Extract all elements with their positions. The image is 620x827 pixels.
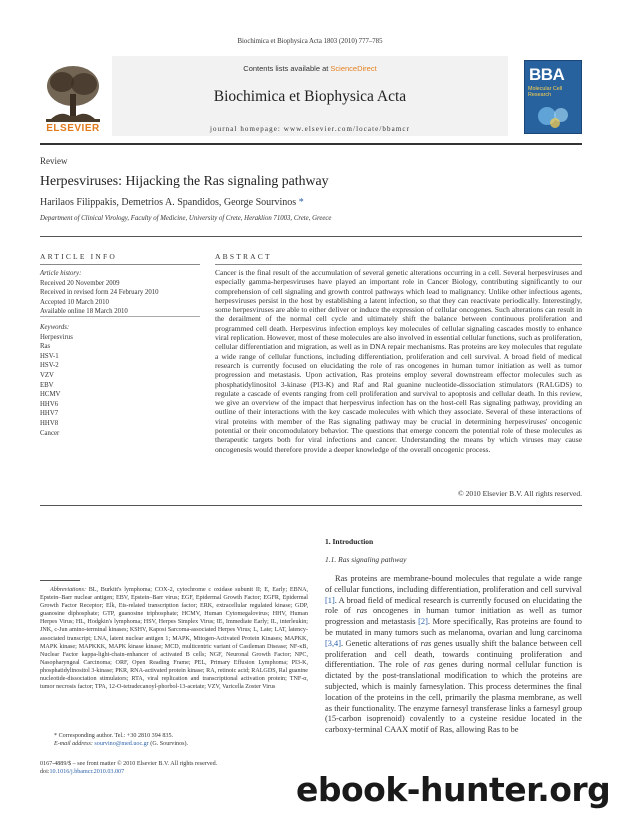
keyword: HHV8 — [40, 419, 59, 427]
email-suffix: (G. Sourvinos). — [148, 741, 189, 748]
watermark-text: ebook-hunter.org — [296, 770, 611, 809]
keyword: HHV6 — [40, 400, 59, 408]
corresponding-author-mark[interactable]: * — [298, 197, 304, 208]
article-history — [40, 269, 200, 317]
history-item: Received 20 November 2009 — [40, 279, 120, 287]
keyword: VZV — [40, 371, 54, 379]
citation-link[interactable]: [3,4] — [325, 638, 341, 648]
author-names: Harilaos Filippakis, Demetrios A. Spandidos, George Sourvinos — [40, 197, 297, 208]
keyword: HSV-1 — [40, 352, 59, 360]
footnote-rule — [40, 580, 80, 581]
title-block-divider — [40, 236, 582, 237]
journal-citation: Biochimica et Biophysica Acta 1803 (2010) 777–785 — [237, 38, 383, 45]
keywords — [40, 323, 200, 438]
corresponding-phone: * Corresponding author. Tel.: +30 2810 394 835. — [54, 733, 174, 739]
keyword: Cancer — [40, 429, 60, 437]
doi-label: doi: — [40, 769, 50, 776]
abbreviations-text: BL, Burkitt's lymphoma; COX-2, cytochrome c oxidase subunit II; E, Early; EBNA, Epstein–Barr nuclear antigen; EBV, Epstein–Barr virus; EGF, Epidermal Growth Factor; EGFR, Epidermal Growth Factor Receptor; Elk, Ets-related transcription factor; ERK, extracellular regulated kinase; GDP, guanosine diphosphate; GTP, guanosine triphosphate; HCMV, Human Cytomegalovirus; HHV, Human Herpes Virus; HL, Hodgkin's lymphoma; HSV, Herpes Simplex Virus; IE, Immediate Early; IL, interleukin; JNK, c-Jun amino-terminal kinases; KSHV, Kaposi Sarcoma-associated Herpes Virus; L, Late; LAT, latency-associated transcript; LNA, latent nuclear antigen 1; MAPK, Mitogen-Activated Protein Kinases; MAPKK, MAPK kinase; MAPKKK, MAPK kinase kinase; MCD, multicentric variant of Castleman Disease; NF-κB, Nuclear Factor kappa-light-chain-enhancer of activated B cells; NGF, Neuronal Growth Factor; NPC, Nasopharyngeal Carcinoma; ORF, Open Reading Frame; PEL, Primary Effusion Lymphoma; PI3-K, phosphatidylinositol 3-kinase; PKR, RNA-activated protein kinase; RA, retinoic acid; RALGDS, Ral guanine nucleotide-dissociation stimulators; RTA, viral replication and transcriptional activation protein; TNF-α, tumor necrosis factor; TPA, 12-O-tetradecanoyl-phorbol-13-acetate; VZV, Varicella Zoster Virus — [40, 587, 308, 691]
journal-homepage[interactable]: journal homepage: www.elsevier.com/locate/bbamcr — [209, 125, 411, 133]
subsection-heading: 1.1. Ras signaling pathway — [325, 555, 407, 564]
abbreviations-footnote — [40, 586, 308, 691]
keyword: EBV — [40, 381, 54, 389]
journal-name: Biochimica et Biophysica Acta — [213, 88, 407, 105]
history-item: Received in revised form 24 February 2010 — [40, 289, 159, 297]
history-label: Article history: — [40, 270, 82, 277]
article-type: Review — [40, 156, 68, 166]
article-info-heading: ARTICLE INFO — [40, 252, 117, 261]
citation-link[interactable]: [2] — [418, 617, 428, 627]
abstract-heading: ABSTRACT — [215, 252, 272, 261]
citation-link[interactable]: [1] — [325, 595, 335, 605]
keyword: Herpesvirus — [40, 333, 73, 341]
abstract-divider — [40, 505, 582, 506]
cover-title: BBA — [529, 65, 565, 84]
keywords-label: Keywords: — [40, 324, 70, 331]
keyword: HCMV — [40, 391, 61, 399]
cover-figure — [531, 101, 577, 131]
history-item: Accepted 10 March 2010 — [40, 298, 109, 306]
issn-footer — [40, 760, 308, 776]
abstract-rule — [215, 264, 582, 265]
doi-link[interactable]: 10.1016/j.bbamcr.2010.03.007 — [49, 769, 125, 776]
section-heading-introduction: 1. Introduction — [325, 537, 374, 546]
affiliation: Department of Clinical Virology, Faculty of Medicine, University of Crete, Heraklion 71003, Crete, Greece — [40, 215, 332, 222]
keyword: Ras — [40, 343, 51, 351]
contents-line — [112, 64, 508, 73]
cover-subtitle: Molecular Cell Research — [528, 86, 563, 98]
sciencedirect-link[interactable]: ScienceDirect — [330, 64, 377, 73]
author-list — [40, 197, 304, 208]
history-item: Available online 18 March 2010 — [40, 308, 128, 316]
email-link[interactable]: sourvino@med.uoc.gr — [94, 741, 149, 748]
header-divider — [40, 143, 582, 145]
introduction-paragraph: Ras proteins are membrane-bound molecules that regulate a wide range of cellular functions, including differentiation, proliferation and cell survival [1]. A broad field of medical research is currently focused on elucidating the role of ras oncogenes in human tumor initiation as well as tumor progression and metastasis [2]. More specifically, Ras proteins are found to be mutated in many tumors such as melanoma, ovarian and lung carcinoma [3,4]. Genetic alterations of ras genes usually shift the balance between cell proliferation and cell death, towards continuing proliferation and differentiation. The role of ras genes during normal cellular function is dictated by the post-translational modification to which the proteins are subjected, which is mainly farnesylation. This process determines the final location of the proteins in the cell, primarily the plasma membrane, as well as their functionality. The enzyme farnesyl transferase links a farnesyl group (15-carbon isoprenoid) covalently to a cysteine residue located in the carboxy-terminal CAAX motif of Ras, allowing Ras to be — [325, 574, 583, 735]
article-info-rule — [40, 264, 200, 265]
keywords-rule — [40, 316, 200, 317]
journal-cover-image — [524, 60, 582, 134]
issn-line: 0167-4889/$ – see front matter © 2010 Elsevier B.V. All rights reserved. — [40, 761, 218, 767]
article-title: Herpesviruses: Hijacking the Ras signaling pathway — [40, 173, 329, 188]
keyword: HHV7 — [40, 410, 59, 418]
abbreviations-label: Abbreviations: — [50, 587, 86, 593]
corresponding-author-footnote — [40, 732, 308, 748]
email-label: E-mail address: — [54, 741, 93, 748]
abstract-text: Cancer is the final result of the accumulation of several genetic alterations occurring in a cell. Several herpesviruses and especially gamma-herpesviruses have played an important role in Cancer Biology, contributing significantly to our comprehension of cell signaling and growth control pathways which lead to malignancy. Unlike other infectious agents, herpesviruses persist in the host by establishing a latent infection, so that they can reactivate periodically. Interestingly, some herpesviruses are able to either deliver or induce the expression of cellular oncogenes. Such alterations can result in the derailment of the normal cell cycle and ultimately shift the balance between continuous proliferation and programmed cell death. Herpesvirus infection employs key molecules of cellular signaling cascades mostly to enhance viral replication. However, most of these molecules are also involved in essential cellular functions, such as proliferation, cellular differentiation and migration, as well as in DNA repair mechanisms. Ras proteins are key molecules that regulate a wide range of cellular functions, including differentiation, proliferation and cell survival. A broad field of medical research is currently focused on elucidating the role of ras oncogenes in human tumor initiation as well as tumor progression and metastasis. Upon activation, Ras proteins employ several downstream effector molecules such as phosphatidylinositol 3-kinase (PI3-K) and Raf and Ral guanine nucleotide-dissociation stimulators (RALGDS) to regulate a cascade of events ranging from cell proliferation and survival to apoptosis and cellular death. In this review, we give an overview of the impact that herpesvirus infection has on the host-cell Ras signaling pathway, providing an outline of their interactions with the key cascade molecules with which they associate. Several of these interactions of viral proteins with member of the Ras signaling pathway may be crucial in determining herpesviruses' oncogenic potential or their oncomodulatory behavior. The questions that emerge concern the potential role of these molecules as therapeutic targets both for viral infections and cancer. Understanding the means by which viruses may cause oncogenesis would therefore provide a deeper knowledge of the overall oncogenic process. — [215, 268, 582, 454]
keyword: HSV-2 — [40, 362, 59, 370]
contents-prefix: Contents lists available at — [243, 64, 331, 73]
publisher-logo-text: ELSEVIER — [46, 123, 100, 134]
abstract-copyright: © 2010 Elsevier B.V. All rights reserved. — [457, 489, 582, 498]
